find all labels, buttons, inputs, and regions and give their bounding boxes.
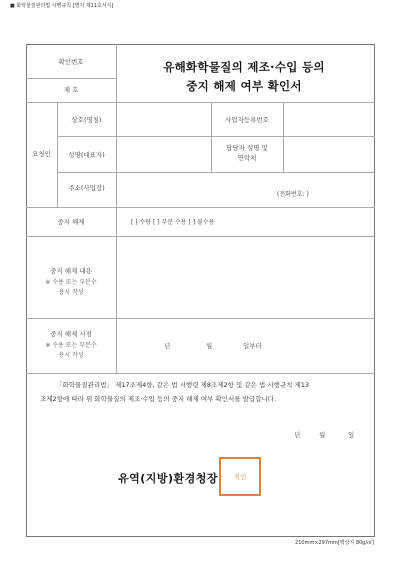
- issue-day: 일: [348, 431, 355, 439]
- divider: [283, 102, 284, 172]
- biz-reg-label: 사업자등록번호: [225, 116, 269, 124]
- phone-label: (전화번호: ): [277, 191, 309, 198]
- timing-note-2: 용시 작성: [58, 352, 84, 359]
- content-note-1: ※ 수용 또는 부분수: [45, 279, 97, 286]
- confirmation-number-label: 확인번호: [58, 58, 84, 66]
- divider: [116, 102, 117, 172]
- issuer-office: 유역(지방)환경청장: [118, 472, 219, 485]
- address-label: 주소(사업장): [68, 184, 105, 192]
- content-note-2: 용시 작성: [58, 289, 84, 296]
- representative-label: 성명(대표자): [68, 151, 105, 159]
- divider: [26, 78, 116, 79]
- document-title-line1: 유해화학물질의 제조·수입 등의: [163, 60, 325, 74]
- divider: [116, 172, 117, 207]
- timing-month: 월: [206, 342, 213, 350]
- seal-label: 직인: [233, 473, 247, 481]
- divider: [116, 207, 117, 373]
- applicant-section-label: 요청인: [32, 150, 51, 158]
- divider: [26, 236, 375, 237]
- statement-line-2: 조제2항에 따라 위 화학물질의 제조·수입 등의 중지 해제 여부 확인서를 발급합니다.: [40, 395, 277, 403]
- divider: [57, 172, 375, 173]
- release-content-label: 중지 해제 내용: [50, 267, 92, 275]
- company-label: 상호(명칭): [71, 116, 102, 124]
- issue-year: 년: [294, 431, 301, 439]
- divider: [26, 102, 375, 103]
- issue-month: 월: [319, 431, 326, 439]
- contact-person-label-2: 연락처: [237, 154, 257, 162]
- timing-from-day: 일부터: [243, 342, 262, 350]
- divider: [26, 207, 375, 208]
- official-seal-box: [219, 457, 261, 496]
- issue-number-label: 제 호: [63, 86, 79, 94]
- statement-line-1: 「화학물질관리법」 제17조제4항, 같은 법 시행령 제8조제2항 및 같은 법 시행규칙 제13: [56, 381, 310, 389]
- suspension-release-options: [ ] 수량 [ ] 부분 수용 [ ] 불수용: [131, 219, 215, 226]
- suspension-release-label: 중지 해제: [57, 218, 85, 226]
- divider: [57, 136, 375, 137]
- timing-note-1: ※ 수용 또는 부분수: [45, 342, 97, 349]
- form-reference: ■ 화학물질관리법 시행규칙 [별지 제11호서식]: [10, 3, 114, 9]
- divider: [26, 373, 375, 374]
- paper-spec: 210mm×297mm[백상지 80g/㎡]: [295, 540, 374, 546]
- divider: [26, 318, 375, 319]
- timing-year: 년: [164, 342, 171, 350]
- contact-person-label: 담당자 성명 및: [226, 144, 268, 152]
- document-title-line2: 중지 해제 여부 확인서: [186, 79, 302, 93]
- release-timing-label: 중지 해제 시점: [50, 330, 92, 338]
